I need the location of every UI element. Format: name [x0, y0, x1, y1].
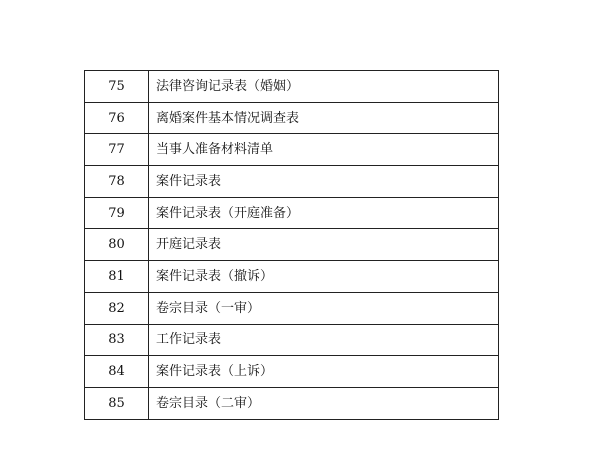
row-title: 开庭记录表 [149, 229, 499, 261]
table-row [85, 166, 499, 198]
table-row [85, 292, 499, 324]
row-title: 工作记录表 [149, 324, 499, 356]
row-number: 76 [85, 102, 149, 134]
row-title: 卷宗目录（一审） [149, 292, 499, 324]
table-row [85, 102, 499, 134]
row-number: 84 [85, 356, 149, 388]
row-title: 当事人准备材料清单 [149, 134, 499, 166]
row-title: 案件记录表（开庭准备） [149, 197, 499, 229]
row-number: 81 [85, 261, 149, 293]
row-number: 82 [85, 292, 149, 324]
row-title: 法律咨询记录表（婚姻） [149, 71, 499, 103]
row-number: 80 [85, 229, 149, 261]
row-title: 案件记录表（上诉） [149, 356, 499, 388]
row-number: 78 [85, 166, 149, 198]
table-row [85, 356, 499, 388]
table-row [85, 134, 499, 166]
row-title: 卷宗目录（二审） [149, 387, 499, 419]
row-title: 离婚案件基本情况调查表 [149, 102, 499, 134]
table-row [85, 387, 499, 419]
row-number: 77 [85, 134, 149, 166]
table-row [85, 197, 499, 229]
table-row [85, 261, 499, 293]
row-title: 案件记录表 [149, 166, 499, 198]
table-row [85, 71, 499, 103]
table-row [85, 229, 499, 261]
row-number: 85 [85, 387, 149, 419]
row-title: 案件记录表（撤诉） [149, 261, 499, 293]
table-row [85, 324, 499, 356]
row-number: 83 [85, 324, 149, 356]
document-table [84, 70, 499, 420]
row-number: 75 [85, 71, 149, 103]
row-number: 79 [85, 197, 149, 229]
